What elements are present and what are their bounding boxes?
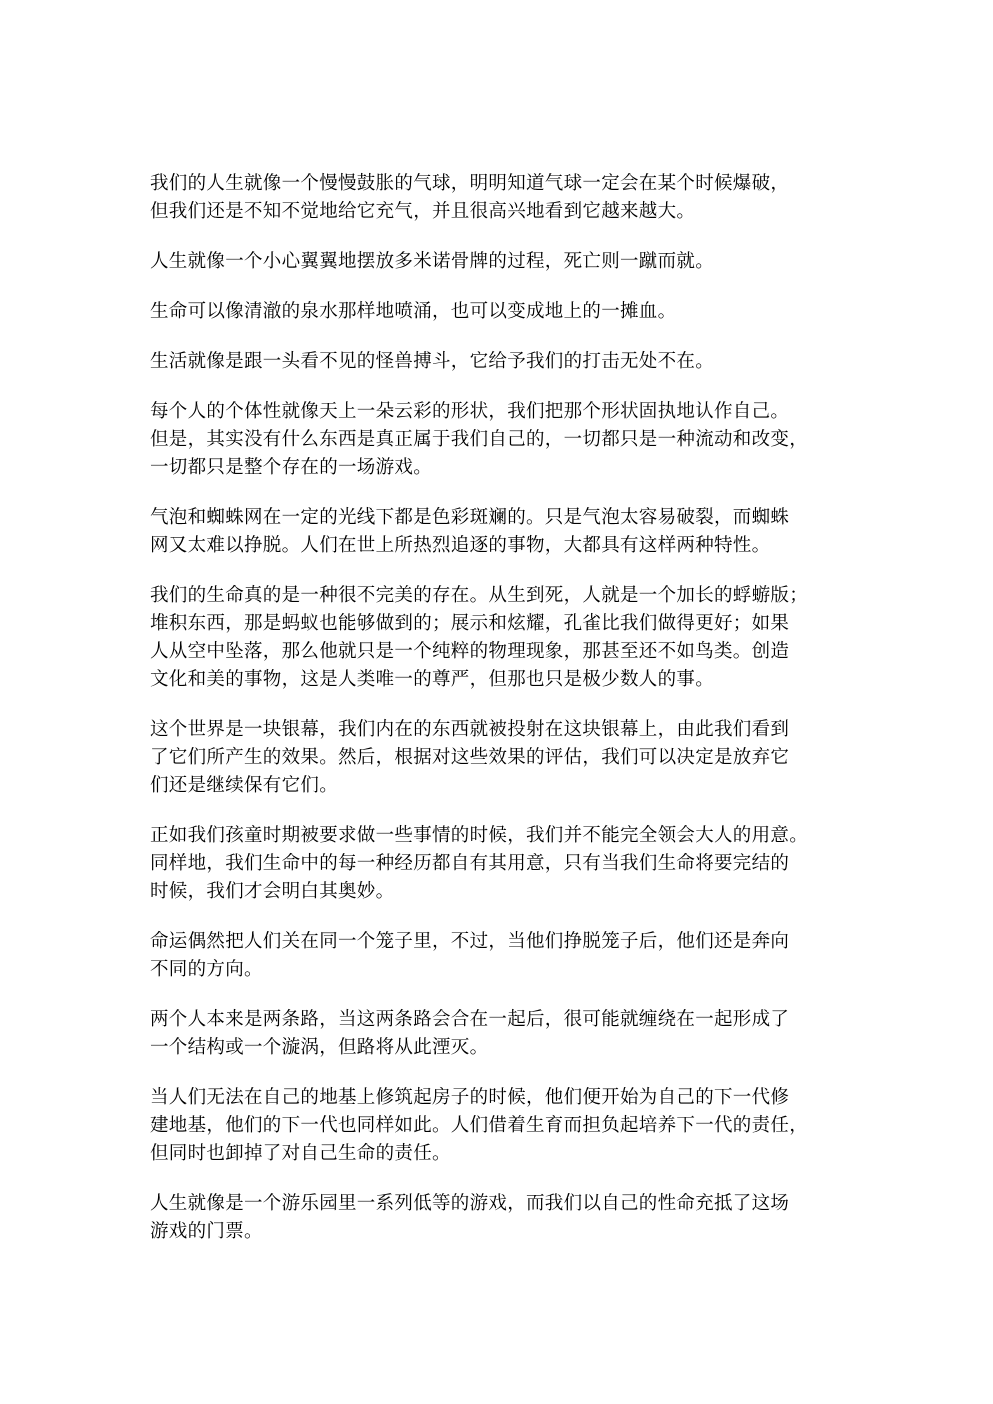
- paragraph-9: [150, 822, 870, 906]
- paragraph-4: [150, 348, 870, 376]
- text-line: 正如我们孩童时期被要求做一些事情的时候，我们并不能完全领会大人的用意。: [150, 825, 809, 846]
- text-line: 同样地，我们生命中的每一种经历都自有其用意，只有当我们生命将要完结的: [150, 853, 790, 874]
- paragraph-11: [150, 1006, 870, 1062]
- paragraph-12: [150, 1084, 870, 1168]
- paragraph-6: [150, 504, 870, 560]
- text-line: 了它们所产生的效果。然后，根据对这些效果的评估，我们可以决定是放弃它: [150, 747, 790, 768]
- text-line: 文化和美的事物，这是人类唯一的尊严，但那也只是极少数人的事。: [150, 669, 715, 690]
- text-line: 人生就像是一个游乐园里一系列低等的游戏，而我们以自己的性命充抵了这场: [150, 1193, 790, 1214]
- text-line: 但是，其实没有什么东西是真正属于我们自己的，一切都只是一种流动和改变，: [150, 429, 809, 450]
- text-line: 一切都只是整个存在的一场游戏。: [150, 457, 433, 478]
- text-line: 但我们还是不知不觉地给它充气，并且很高兴地看到它越来越大。: [150, 201, 696, 222]
- text-line: 建地基，他们的下一代也同样如此。人们借着生育而担负起培养下一代的责任，: [150, 1115, 809, 1136]
- text-line: 人生就像一个小心翼翼地摆放多米诺骨牌的过程，死亡则一蹴而就。: [150, 251, 715, 272]
- text-line: 生活就像是跟一头看不见的怪兽搏斗，它给予我们的打击无处不在。: [150, 351, 715, 372]
- text-line: 这个世界是一块银幕，我们内在的东西就被投射在这块银幕上，由此我们看到: [150, 719, 790, 740]
- paragraph-5: [150, 398, 870, 482]
- text-line: 每个人的个体性就像天上一朵云彩的形状，我们把那个形状固执地认作自己。: [150, 401, 790, 422]
- text-line: 堆积东西，那是蚂蚁也能够做到的；展示和炫耀，孔雀比我们做得更好；如果: [150, 613, 790, 634]
- text-line: 命运偶然把人们关在同一个笼子里，不过，当他们挣脱笼子后，他们还是奔向: [150, 931, 790, 952]
- paragraph-10: [150, 928, 870, 984]
- text-line: 气泡和蜘蛛网在一定的光线下都是色彩斑斓的。只是气泡太容易破裂，而蜘蛛: [150, 507, 790, 528]
- text-line: 网又太难以挣脱。人们在世上所热烈追逐的事物，大都具有这样两种特性。: [150, 535, 771, 556]
- paragraph-13: [150, 1190, 870, 1246]
- text-line: 人从空中坠落，那么他就只是一个纯粹的物理现象，那甚至还不如鸟类。创造: [150, 641, 790, 662]
- text-line: 我们的人生就像一个慢慢鼓胀的气球，明明知道气球一定会在某个时候爆破，: [150, 173, 790, 194]
- text-line: 们还是继续保有它们。: [150, 775, 339, 796]
- paragraph-2: [150, 248, 870, 276]
- paragraph-3: [150, 298, 870, 326]
- paragraph-7: [150, 582, 870, 694]
- text-line: 一个结构或一个漩涡，但路将从此湮灭。: [150, 1037, 489, 1058]
- text-line: 当人们无法在自己的地基上修筑起房子的时候，他们便开始为自己的下一代修: [150, 1087, 790, 1108]
- text-line: 两个人本来是两条路，当这两条路会合在一起后，很可能就缠绕在一起形成了: [150, 1009, 790, 1030]
- text-line: 我们的生命真的是一种很不完美的存在。从生到死，人就是一个加长的蜉蝣版；: [150, 585, 809, 606]
- text-line: 生命可以像清澈的泉水那样地喷涌，也可以变成地上的一摊血。: [150, 301, 677, 322]
- paragraph-1: [150, 170, 870, 226]
- document-page: [150, 170, 870, 1268]
- paragraph-8: [150, 716, 870, 800]
- text-line: 时候，我们才会明白其奥妙。: [150, 881, 395, 902]
- text-line: 游戏的门票。: [150, 1221, 263, 1242]
- text-line: 但同时也卸掉了对自己生命的责任。: [150, 1143, 451, 1164]
- text-line: 不同的方向。: [150, 959, 263, 980]
